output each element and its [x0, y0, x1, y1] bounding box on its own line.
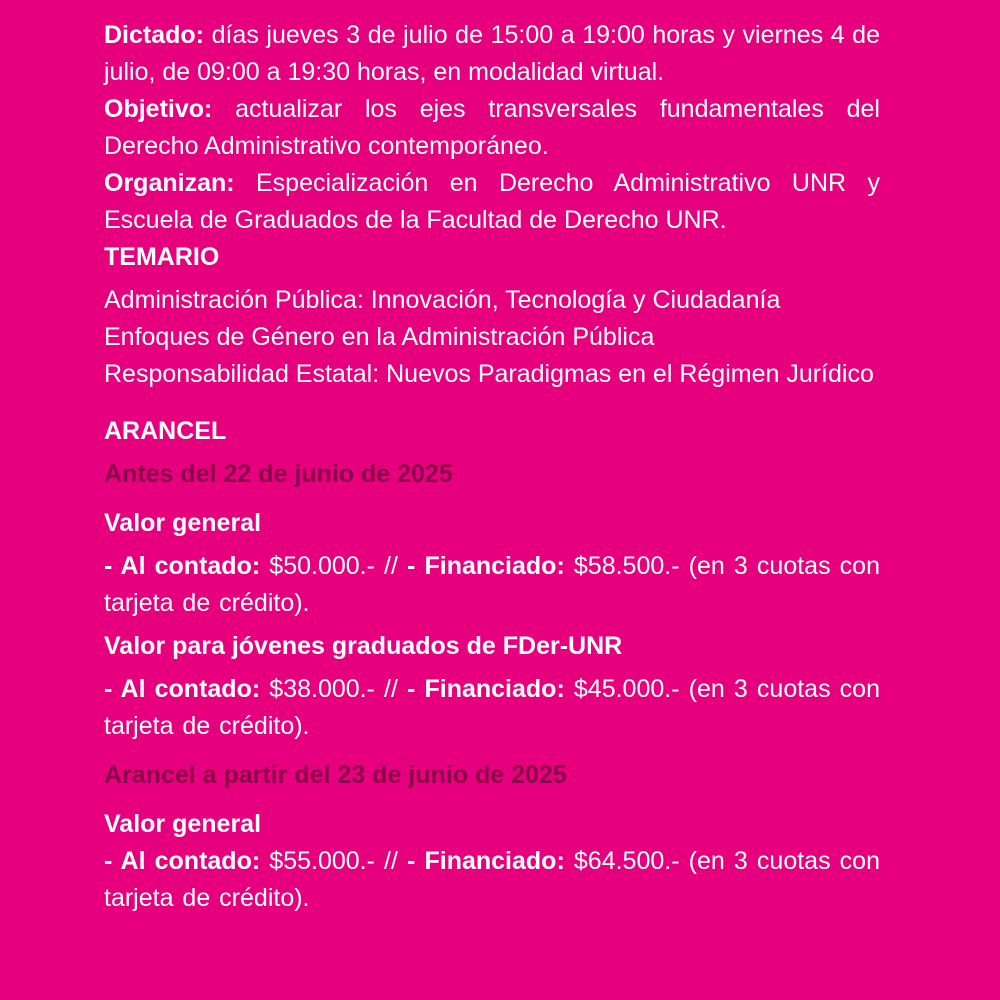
price-line — [104, 671, 880, 745]
organizan-label: Organizan: — [104, 169, 235, 197]
financiado-value: $64.500.- (en 3 cuotas con tarjeta de crédito). — [104, 847, 880, 912]
dictado-paragraph — [104, 17, 880, 91]
price-line — [104, 843, 880, 917]
objetivo-text: actualizar los ejes transversales fundamentales del Derecho Administrativo contemporáneo. — [104, 95, 880, 160]
objetivo-paragraph — [104, 91, 880, 165]
objetivo-label: Objetivo: — [104, 95, 213, 123]
contado-value: $38.000.- // — [260, 675, 408, 703]
arancel-heading: ARANCEL — [104, 417, 227, 445]
organizan-paragraph — [104, 165, 880, 239]
financiado-value: $58.500.- (en 3 cuotas con tarjeta de crédito). — [104, 552, 880, 617]
contado-label: - Al contado: — [104, 675, 261, 703]
temario-item: Administración Pública: Innovación, Tecnología y Ciudadanía — [104, 286, 781, 314]
price-group-title: Valor general — [104, 509, 262, 537]
period-title: Antes del 22 de junio de 2025 — [104, 460, 453, 488]
temario-item: Enfoques de Género en la Administración Pública — [104, 323, 655, 351]
financiado-value: $45.000.- (en 3 cuotas con tarjeta de crédito). — [104, 675, 880, 740]
temario-item: Responsabilidad Estatal: Nuevos Paradigmas en el Régimen Jurídico — [104, 360, 874, 388]
contado-value: $55.000.- // — [260, 847, 408, 875]
dictado-text: días jueves 3 de julio de 15:00 a 19:00 horas y viernes 4 de julio, de 09:00 a 19:30 horas, en modalidad virtual. — [104, 21, 880, 86]
financiado-label: - Financiado: — [407, 675, 565, 703]
temario-heading: TEMARIO — [104, 243, 220, 271]
price-line — [104, 548, 880, 622]
dictado-label: Dictado: — [104, 21, 204, 49]
contado-value: $50.000.- // — [260, 552, 408, 580]
contado-label: - Al contado: — [104, 552, 261, 580]
period-title: Arancel a partir del 23 de junio de 2025 — [104, 761, 567, 789]
contado-label: - Al contado: — [104, 847, 261, 875]
financiado-label: - Financiado: — [407, 847, 565, 875]
financiado-label: - Financiado: — [407, 552, 565, 580]
price-group-title: Valor general — [104, 810, 262, 838]
organizan-text: Especialización en Derecho Administrativo UNR y Escuela de Graduados de la Facultad de Derecho UNR. — [104, 169, 880, 234]
price-group-title: Valor para jóvenes graduados de FDer-UNR — [104, 632, 623, 660]
course-info — [104, 17, 880, 917]
